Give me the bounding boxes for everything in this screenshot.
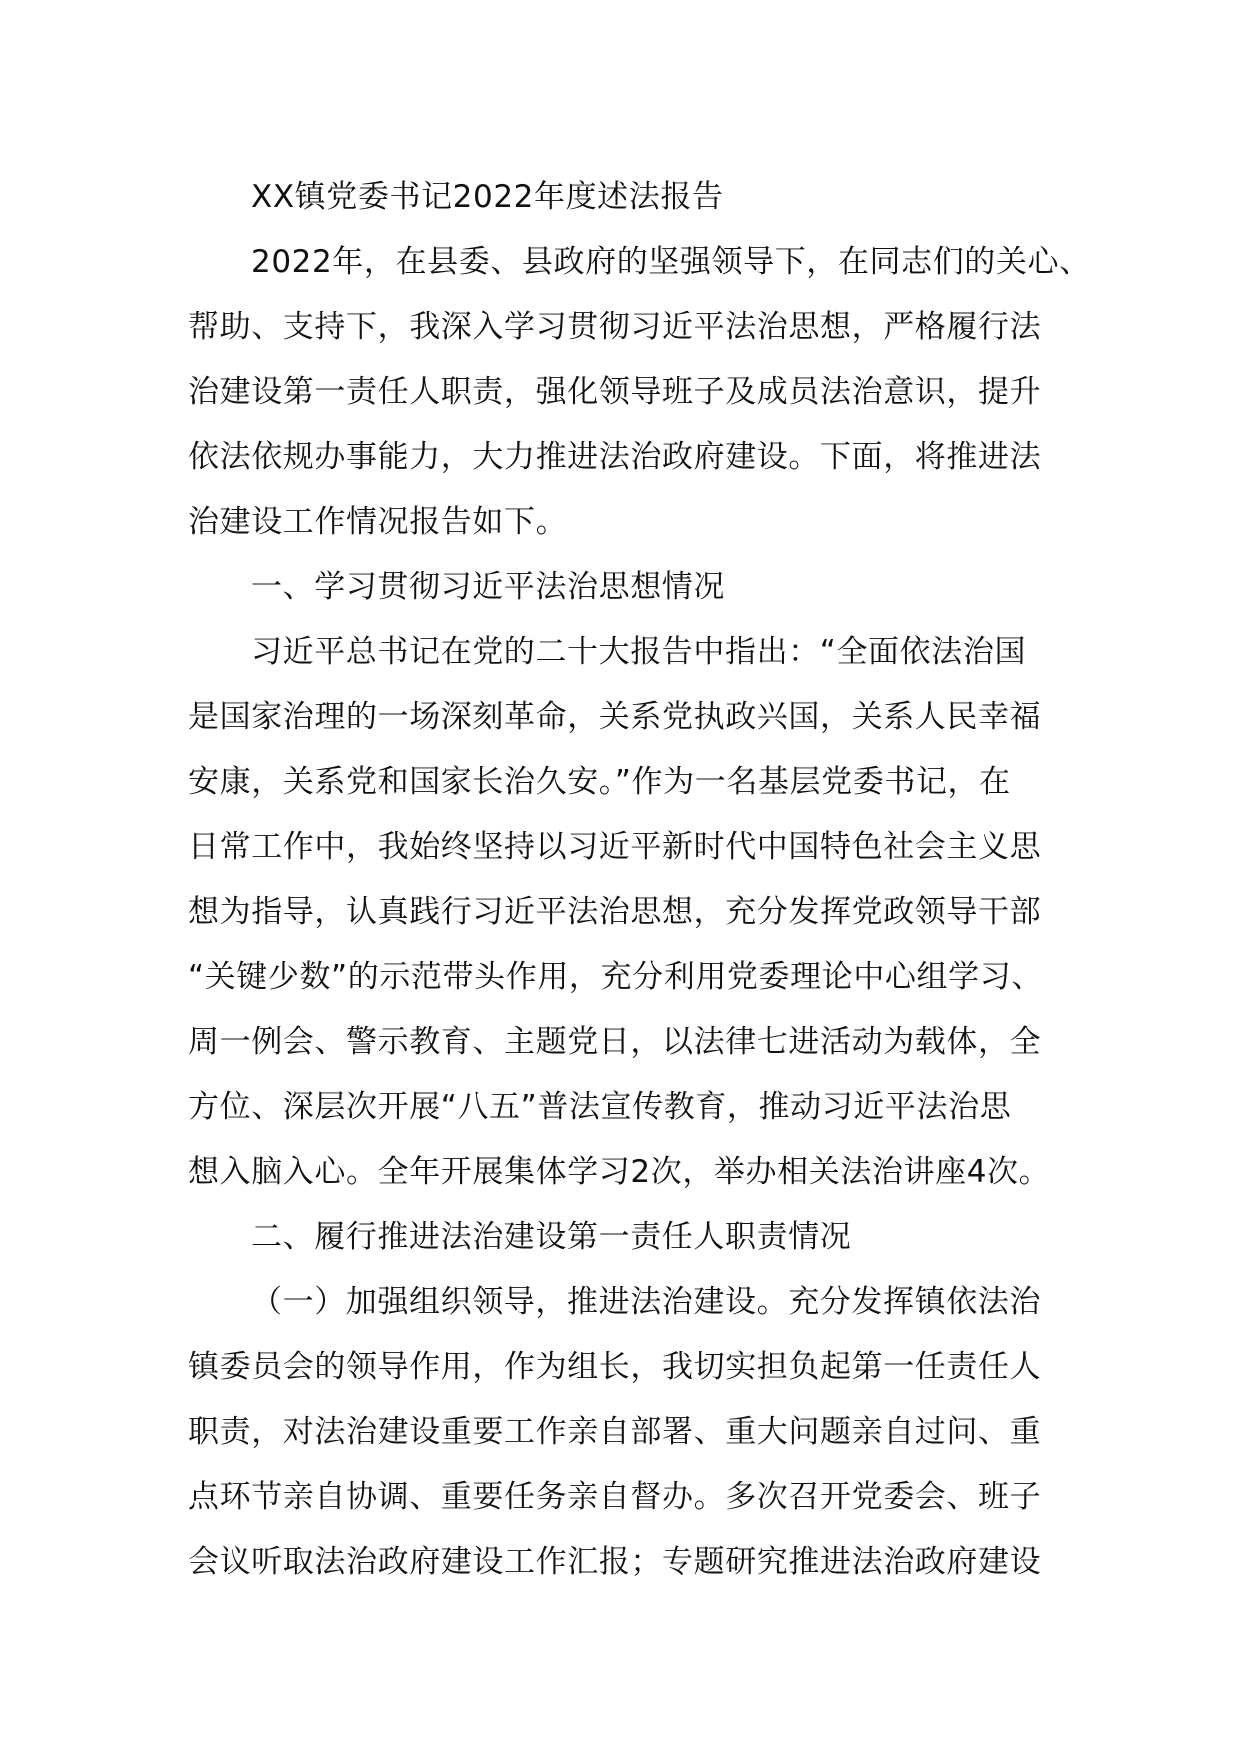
paragraph-section2-line: 会议听取法治政府建设工作汇报；专题研究推进法治政府建设	[188, 1544, 1042, 1580]
document-title: XX镇党委书记2022年度述法报告	[251, 179, 724, 215]
paragraph-section1-line: 方位、深层次开展“八五”普法宣传教育，推动习近平法治思	[188, 1089, 1012, 1125]
paragraph-section2-line: 点环节亲自协调、重要任务亲自督办。多次召开党委会、班子	[188, 1479, 1042, 1515]
paragraph-intro-line: 治建设工作情况报告如下。	[188, 504, 568, 540]
paragraph-intro-line: 2022年，在县委、县政府的坚强领导下，在同志们的关心、	[251, 244, 1091, 280]
paragraph-section2-line: （一）加强组织领导，推进法治建设。充分发挥镇依法治	[251, 1284, 1041, 1320]
paragraph-section1-line: 周一例会、警示教育、主题党日，以法律七进活动为载体，全	[188, 1024, 1042, 1060]
paragraph-section1-line: 想入脑入心。全年开展集体学习2次，举办相关法治讲座4次。	[188, 1154, 1051, 1190]
paragraph-section1-line: 习近平总书记在党的二十大报告中指出：“全面依法治国	[251, 634, 1027, 670]
paragraph-section1-line: 是国家治理的一场深刻革命，关系党执政兴国，关系人民幸福	[188, 699, 1042, 735]
paragraph-section2-line: 职责，对法治建设重要工作亲自部署、重大问题亲自过问、重	[188, 1414, 1042, 1450]
document-body	[188, 165, 1091, 1595]
paragraph-section1-line: “关键少数”的示范带头作用，充分利用党委理论中心组学习、	[188, 959, 1043, 995]
paragraph-section1-line: 安康，关系党和国家长治久安。”作为一名基层党委书记，在	[188, 764, 1011, 800]
paragraph-intro-line: 帮助、支持下，我深入学习贯彻习近平法治思想，严格履行法	[188, 309, 1042, 345]
paragraph-section1-line: 日常工作中，我始终坚持以习近平新时代中国特色社会主义思	[188, 829, 1042, 865]
paragraph-intro-line: 治建设第一责任人职责，强化领导班子及成员法治意识，提升	[188, 374, 1042, 410]
section-heading-1: 一、学习贯彻习近平法治思想情况	[251, 569, 725, 605]
paragraph-intro-line: 依法依规办事能力，大力推进法治政府建设。下面，将推进法	[188, 439, 1042, 475]
paragraph-section1-line: 想为指导，认真践行习近平法治思想，充分发挥党政领导干部	[188, 894, 1042, 930]
section-heading-2: 二、履行推进法治建设第一责任人职责情况	[251, 1219, 852, 1255]
paragraph-section2-line: 镇委员会的领导作用，作为组长，我切实担负起第一任责任人	[188, 1349, 1042, 1385]
